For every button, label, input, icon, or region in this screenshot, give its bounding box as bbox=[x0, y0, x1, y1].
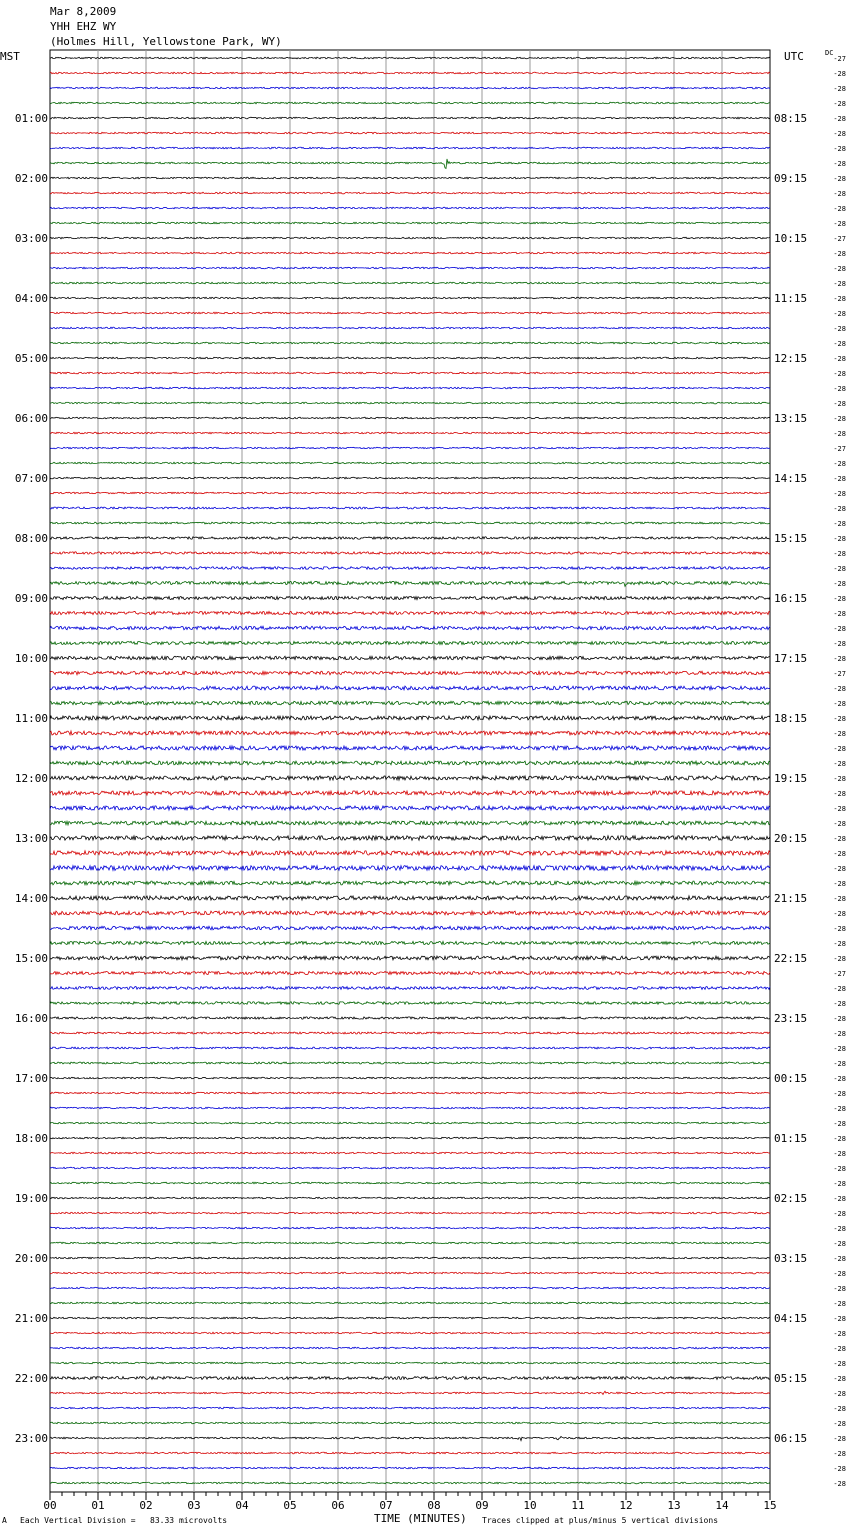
mst-hour-label: 19:00 bbox=[14, 1192, 48, 1205]
mst-hour-label: 05:00 bbox=[14, 352, 48, 365]
mst-hour-label: 11:00 bbox=[14, 712, 48, 725]
dc-offset-label: -28 bbox=[833, 220, 846, 228]
dc-offset-label: -28 bbox=[833, 1225, 846, 1233]
x-tick-label: 11 bbox=[571, 1499, 585, 1512]
dc-offset-label: -28 bbox=[833, 1375, 846, 1383]
utc-hour-label: 15:15 bbox=[774, 532, 808, 545]
mst-hour-label: 04:00 bbox=[14, 292, 48, 305]
seismic-trace bbox=[50, 132, 770, 134]
dc-offset-label: -27 bbox=[833, 970, 846, 978]
x-tick-label: 03 bbox=[187, 1499, 201, 1512]
seismic-trace bbox=[50, 372, 770, 374]
dc-offset-label: -28 bbox=[833, 310, 846, 318]
mst-hour-label: 07:00 bbox=[14, 472, 48, 485]
dc-offset-label: -28 bbox=[833, 715, 846, 723]
seismic-trace bbox=[50, 866, 770, 871]
dc-offset-label: -28 bbox=[833, 835, 846, 843]
x-axis-title: TIME (MINUTES) bbox=[374, 1512, 467, 1525]
dc-offset-label: -28 bbox=[833, 385, 846, 393]
seismic-trace bbox=[50, 1227, 770, 1229]
dc-offset-label: -28 bbox=[833, 1405, 846, 1413]
dc-offset-label: -28 bbox=[833, 1330, 846, 1338]
dc-offset-label: -28 bbox=[833, 1090, 846, 1098]
seismic-trace bbox=[50, 1272, 770, 1274]
dc-offset-label: -28 bbox=[833, 190, 846, 198]
utc-hour-label: 14:15 bbox=[774, 472, 808, 485]
seismic-trace bbox=[50, 851, 770, 855]
seismic-trace bbox=[50, 267, 770, 269]
seismic-trace bbox=[50, 1002, 770, 1005]
x-tick-label: 00 bbox=[43, 1499, 57, 1512]
seismic-trace bbox=[50, 342, 770, 344]
seismic-trace bbox=[50, 971, 770, 974]
seismic-trace bbox=[50, 417, 770, 419]
right-timezone-label: UTC bbox=[784, 50, 804, 63]
utc-hour-label: 13:15 bbox=[774, 412, 808, 425]
dc-offset-label: -28 bbox=[833, 850, 846, 858]
seismic-trace bbox=[50, 552, 770, 554]
dc-offset-label: -28 bbox=[833, 280, 846, 288]
seismic-trace bbox=[50, 1422, 770, 1424]
mst-hour-label: 08:00 bbox=[14, 532, 48, 545]
seismic-trace bbox=[50, 1212, 770, 1214]
seismic-trace bbox=[50, 312, 770, 314]
dc-offset-label: -28 bbox=[833, 880, 846, 888]
seismic-trace bbox=[50, 117, 770, 119]
mst-hour-label: 17:00 bbox=[14, 1072, 48, 1085]
dc-offset-label: -28 bbox=[833, 1015, 846, 1023]
vertical-scale-note: Each Vertical Division = 83.33 microvolts bbox=[20, 1516, 228, 1525]
utc-hour-label: 08:15 bbox=[774, 112, 808, 125]
utc-hour-label: 11:15 bbox=[774, 292, 808, 305]
dc-offset-label: -28 bbox=[833, 1135, 846, 1143]
dc-offset-label: -27 bbox=[833, 670, 846, 678]
dc-offset-label: -28 bbox=[833, 565, 846, 573]
dc-offset-label: -28 bbox=[833, 265, 846, 273]
utc-hour-label: 05:15 bbox=[774, 1372, 808, 1385]
dc-offset-label: -28 bbox=[833, 370, 846, 378]
dc-offset-label: -28 bbox=[833, 1060, 846, 1068]
dc-offset-label: -28 bbox=[833, 535, 846, 543]
seismic-trace bbox=[50, 1452, 770, 1454]
dc-offset-label: -28 bbox=[833, 700, 846, 708]
seismic-trace bbox=[50, 282, 770, 284]
mst-hour-label: 02:00 bbox=[14, 172, 48, 185]
dc-offset-label: -28 bbox=[833, 520, 846, 528]
seismic-trace bbox=[50, 327, 770, 329]
dc-offset-label: -28 bbox=[833, 1195, 846, 1203]
seismic-trace bbox=[50, 177, 770, 179]
seismic-trace bbox=[50, 207, 770, 209]
utc-hour-label: 22:15 bbox=[774, 952, 808, 965]
dc-offset-label: -28 bbox=[833, 460, 846, 468]
seismic-trace bbox=[50, 1107, 770, 1109]
utc-hour-label: 23:15 bbox=[774, 1012, 808, 1025]
seismic-trace bbox=[50, 1062, 770, 1064]
station-location: (Holmes Hill, Yellowstone Park, WY) bbox=[50, 35, 282, 48]
dc-offset-label: -28 bbox=[833, 580, 846, 588]
seismic-trace bbox=[50, 701, 770, 705]
seismic-trace bbox=[50, 731, 770, 735]
mst-hour-label: 12:00 bbox=[14, 772, 48, 785]
seismic-trace bbox=[50, 462, 770, 464]
x-tick-label: 12 bbox=[619, 1499, 633, 1512]
dc-offset-label: -28 bbox=[833, 325, 846, 333]
seismic-trace bbox=[50, 1017, 770, 1019]
mst-hour-label: 18:00 bbox=[14, 1132, 48, 1145]
footer-mark: A bbox=[2, 1516, 7, 1525]
seismic-trace bbox=[50, 387, 770, 389]
dc-column-label: DC bbox=[825, 49, 834, 57]
dc-offset-label: -28 bbox=[833, 70, 846, 78]
dc-offset-label: -28 bbox=[833, 1270, 846, 1278]
dc-offset-label: -28 bbox=[833, 1120, 846, 1128]
mst-hour-label: 10:00 bbox=[14, 652, 48, 665]
x-tick-label: 07 bbox=[379, 1499, 393, 1512]
dc-offset-label: -28 bbox=[833, 655, 846, 663]
dc-offset-label: -28 bbox=[833, 1315, 846, 1323]
seismic-trace bbox=[50, 1347, 770, 1349]
utc-hour-label: 17:15 bbox=[774, 652, 808, 665]
dc-offset-label: -28 bbox=[833, 910, 846, 918]
dc-offset-label: -28 bbox=[833, 1420, 846, 1428]
seismic-trace bbox=[50, 222, 770, 224]
seismic-trace bbox=[50, 761, 770, 765]
seismic-trace bbox=[50, 926, 770, 930]
dc-offset-label: -28 bbox=[833, 505, 846, 513]
dc-offset-label: -28 bbox=[833, 1345, 846, 1353]
dc-offset-label: -28 bbox=[833, 130, 846, 138]
mst-hour-label: 14:00 bbox=[14, 892, 48, 905]
utc-hour-label: 02:15 bbox=[774, 1192, 808, 1205]
seismic-trace bbox=[50, 1362, 770, 1364]
seismic-trace bbox=[50, 896, 770, 900]
seismic-trace bbox=[50, 626, 770, 630]
seismic-trace bbox=[50, 1137, 770, 1139]
mst-hour-label: 06:00 bbox=[14, 412, 48, 425]
seismic-trace bbox=[50, 522, 770, 524]
seismic-trace bbox=[50, 192, 770, 194]
seismic-trace bbox=[50, 1197, 770, 1199]
seismic-trace bbox=[50, 1257, 770, 1259]
dc-offset-label: -28 bbox=[833, 625, 846, 633]
dc-offset-label: -28 bbox=[833, 85, 846, 93]
x-tick-label: 02 bbox=[139, 1499, 153, 1512]
seismic-trace bbox=[50, 611, 770, 614]
x-tick-label: 04 bbox=[235, 1499, 249, 1512]
dc-offset-label: -28 bbox=[833, 1240, 846, 1248]
seismic-trace bbox=[50, 432, 770, 434]
utc-hour-label: 19:15 bbox=[774, 772, 808, 785]
mst-hour-label: 16:00 bbox=[14, 1012, 48, 1025]
dc-offset-label: -28 bbox=[833, 1045, 846, 1053]
dc-offset-label: -28 bbox=[833, 1210, 846, 1218]
dc-offset-label: -28 bbox=[833, 250, 846, 258]
mst-hour-label: 21:00 bbox=[14, 1312, 48, 1325]
dc-offset-label: -28 bbox=[833, 205, 846, 213]
dc-offset-label: -28 bbox=[833, 160, 846, 168]
seismic-trace bbox=[50, 477, 770, 479]
dc-offset-label: -28 bbox=[833, 1285, 846, 1293]
mst-hour-label: 23:00 bbox=[14, 1432, 48, 1445]
seismic-trace bbox=[50, 1287, 770, 1289]
dc-offset-label: -28 bbox=[833, 1465, 846, 1473]
seismic-trace bbox=[50, 1092, 770, 1094]
dc-offset-label: -28 bbox=[833, 415, 846, 423]
seismic-trace bbox=[50, 1032, 770, 1034]
dc-offset-label: -28 bbox=[833, 745, 846, 753]
seismic-trace bbox=[50, 252, 770, 254]
station-code: YHH EHZ WY bbox=[50, 20, 117, 33]
x-tick-label: 05 bbox=[283, 1499, 297, 1512]
left-timezone-label: MST bbox=[0, 50, 20, 63]
dc-offset-label: -28 bbox=[833, 1360, 846, 1368]
dc-offset-label: -28 bbox=[833, 475, 846, 483]
mst-hour-label: 13:00 bbox=[14, 832, 48, 845]
x-tick-label: 09 bbox=[475, 1499, 489, 1512]
mst-hour-label: 09:00 bbox=[14, 592, 48, 605]
seismic-trace bbox=[50, 1332, 770, 1334]
dc-offset-label: -28 bbox=[833, 955, 846, 963]
seismic-trace bbox=[50, 1377, 770, 1380]
seismic-trace bbox=[50, 1436, 770, 1440]
seismic-trace bbox=[50, 567, 770, 570]
seismic-trace bbox=[50, 402, 770, 404]
seismic-trace bbox=[50, 716, 770, 720]
seismic-trace bbox=[50, 297, 770, 299]
seismic-trace bbox=[50, 791, 770, 795]
dc-offset-label: -27 bbox=[833, 235, 846, 243]
seismic-trace bbox=[50, 492, 770, 494]
dc-offset-label: -28 bbox=[833, 820, 846, 828]
dc-offset-label: -28 bbox=[833, 550, 846, 558]
utc-hour-label: 03:15 bbox=[774, 1252, 808, 1265]
seismic-trace bbox=[50, 956, 770, 960]
seismic-trace bbox=[50, 686, 770, 690]
dc-offset-label: -28 bbox=[833, 895, 846, 903]
seismic-trace bbox=[50, 87, 770, 89]
utc-hour-label: 04:15 bbox=[774, 1312, 808, 1325]
seismic-trace bbox=[50, 911, 770, 915]
seismic-trace bbox=[50, 1302, 770, 1304]
dc-offset-label: -28 bbox=[833, 355, 846, 363]
dc-offset-label: -28 bbox=[833, 805, 846, 813]
seismic-trace bbox=[50, 1182, 770, 1184]
seismic-trace bbox=[50, 72, 770, 74]
mst-hour-label: 15:00 bbox=[14, 952, 48, 965]
dc-offset-label: -28 bbox=[833, 775, 846, 783]
utc-hour-label: 10:15 bbox=[774, 232, 808, 245]
dc-offset-label: -28 bbox=[833, 1075, 846, 1083]
utc-hour-label: 18:15 bbox=[774, 712, 808, 725]
dc-offset-label: -28 bbox=[833, 400, 846, 408]
dc-offset-label: -28 bbox=[833, 925, 846, 933]
dc-offset-label: -28 bbox=[833, 685, 846, 693]
dc-offset-label: -28 bbox=[833, 1165, 846, 1173]
seismic-trace bbox=[50, 1242, 770, 1244]
seismic-trace bbox=[50, 1077, 770, 1079]
seismic-trace bbox=[50, 987, 770, 990]
dc-offset-label: -28 bbox=[833, 610, 846, 618]
seismic-trace bbox=[50, 596, 770, 599]
dc-offset-label: -28 bbox=[833, 730, 846, 738]
dc-offset-label: -28 bbox=[833, 175, 846, 183]
x-tick-label: 06 bbox=[331, 1499, 345, 1512]
seismic-trace bbox=[50, 941, 770, 944]
seismic-trace bbox=[50, 581, 770, 586]
x-tick-label: 10 bbox=[523, 1499, 537, 1512]
seismic-trace bbox=[50, 357, 770, 359]
clip-note: Traces clipped at plus/minus 5 vertical divisions bbox=[482, 1516, 719, 1525]
utc-hour-label: 06:15 bbox=[774, 1432, 808, 1445]
plot-frame bbox=[50, 50, 770, 1492]
dc-offset-label: -28 bbox=[833, 1450, 846, 1458]
seismic-trace bbox=[50, 881, 770, 885]
dc-offset-label: -28 bbox=[833, 1000, 846, 1008]
seismic-trace bbox=[50, 746, 770, 750]
dc-offset-label: -28 bbox=[833, 865, 846, 873]
dc-offset-label: -28 bbox=[833, 145, 846, 153]
dc-offset-label: -28 bbox=[833, 430, 846, 438]
mst-hour-label: 22:00 bbox=[14, 1372, 48, 1385]
seismic-trace bbox=[50, 836, 770, 840]
seismic-trace bbox=[50, 656, 770, 660]
x-tick-label: 01 bbox=[91, 1499, 105, 1512]
seismic-trace bbox=[50, 1317, 770, 1319]
dc-offset-label: -28 bbox=[833, 1150, 846, 1158]
mst-hour-label: 20:00 bbox=[14, 1252, 48, 1265]
dc-offset-label: -28 bbox=[833, 790, 846, 798]
seismic-trace bbox=[50, 1391, 770, 1394]
mst-hour-label: 03:00 bbox=[14, 232, 48, 245]
seismic-trace bbox=[50, 537, 770, 539]
dc-offset-label: -28 bbox=[833, 1300, 846, 1308]
dc-offset-label: -28 bbox=[833, 340, 846, 348]
dc-offset-label: -27 bbox=[833, 445, 846, 453]
dc-offset-label: -28 bbox=[833, 295, 846, 303]
utc-hour-label: 09:15 bbox=[774, 172, 808, 185]
dc-offset-label: -28 bbox=[833, 100, 846, 108]
dc-offset-label: -28 bbox=[833, 1030, 846, 1038]
seismic-trace bbox=[50, 776, 770, 780]
x-tick-label: 14 bbox=[715, 1499, 729, 1512]
dc-offset-label: -28 bbox=[833, 595, 846, 603]
x-tick-label: 15 bbox=[763, 1499, 777, 1512]
dc-offset-label: -28 bbox=[833, 640, 846, 648]
seismic-trace bbox=[50, 147, 770, 149]
seismic-trace bbox=[50, 507, 770, 509]
utc-hour-label: 16:15 bbox=[774, 592, 808, 605]
utc-hour-label: 01:15 bbox=[774, 1132, 808, 1145]
dc-offset-label: -28 bbox=[833, 1105, 846, 1113]
seismic-trace bbox=[50, 1152, 770, 1154]
utc-hour-label: 21:15 bbox=[774, 892, 808, 905]
dc-offset-label: -28 bbox=[833, 1435, 846, 1443]
seismic-trace bbox=[50, 1467, 770, 1469]
dc-offset-label: -28 bbox=[833, 985, 846, 993]
seismic-trace bbox=[50, 641, 770, 644]
dc-offset-label: -28 bbox=[833, 1180, 846, 1188]
seismic-trace bbox=[50, 821, 770, 825]
seismic-trace bbox=[50, 237, 770, 239]
dc-offset-label: -27 bbox=[833, 55, 846, 63]
seismic-trace bbox=[50, 1482, 770, 1484]
seismic-trace bbox=[50, 447, 770, 449]
dc-offset-label: -28 bbox=[833, 940, 846, 948]
seismic-trace bbox=[50, 671, 770, 675]
dc-offset-label: -28 bbox=[833, 1480, 846, 1488]
utc-hour-label: 12:15 bbox=[774, 352, 808, 365]
utc-hour-label: 00:15 bbox=[774, 1072, 808, 1085]
dc-offset-label: -28 bbox=[833, 1390, 846, 1398]
seismic-trace bbox=[50, 159, 770, 169]
seismic-trace bbox=[50, 1122, 770, 1124]
x-tick-label: 13 bbox=[667, 1499, 681, 1512]
dc-offset-label: -28 bbox=[833, 490, 846, 498]
plot-date: Mar 8,2009 bbox=[50, 5, 117, 18]
seismic-trace bbox=[50, 57, 770, 59]
seismic-trace bbox=[50, 1407, 770, 1409]
dc-offset-label: -28 bbox=[833, 115, 846, 123]
seismic-trace bbox=[50, 1047, 770, 1049]
seismic-trace bbox=[50, 102, 770, 104]
utc-hour-label: 20:15 bbox=[774, 832, 808, 845]
seismic-trace bbox=[50, 1167, 770, 1169]
x-tick-label: 08 bbox=[427, 1499, 441, 1512]
mst-hour-label: 01:00 bbox=[14, 112, 48, 125]
seismic-trace bbox=[50, 806, 770, 810]
dc-offset-label: -28 bbox=[833, 760, 846, 768]
dc-offset-label: -28 bbox=[833, 1255, 846, 1263]
